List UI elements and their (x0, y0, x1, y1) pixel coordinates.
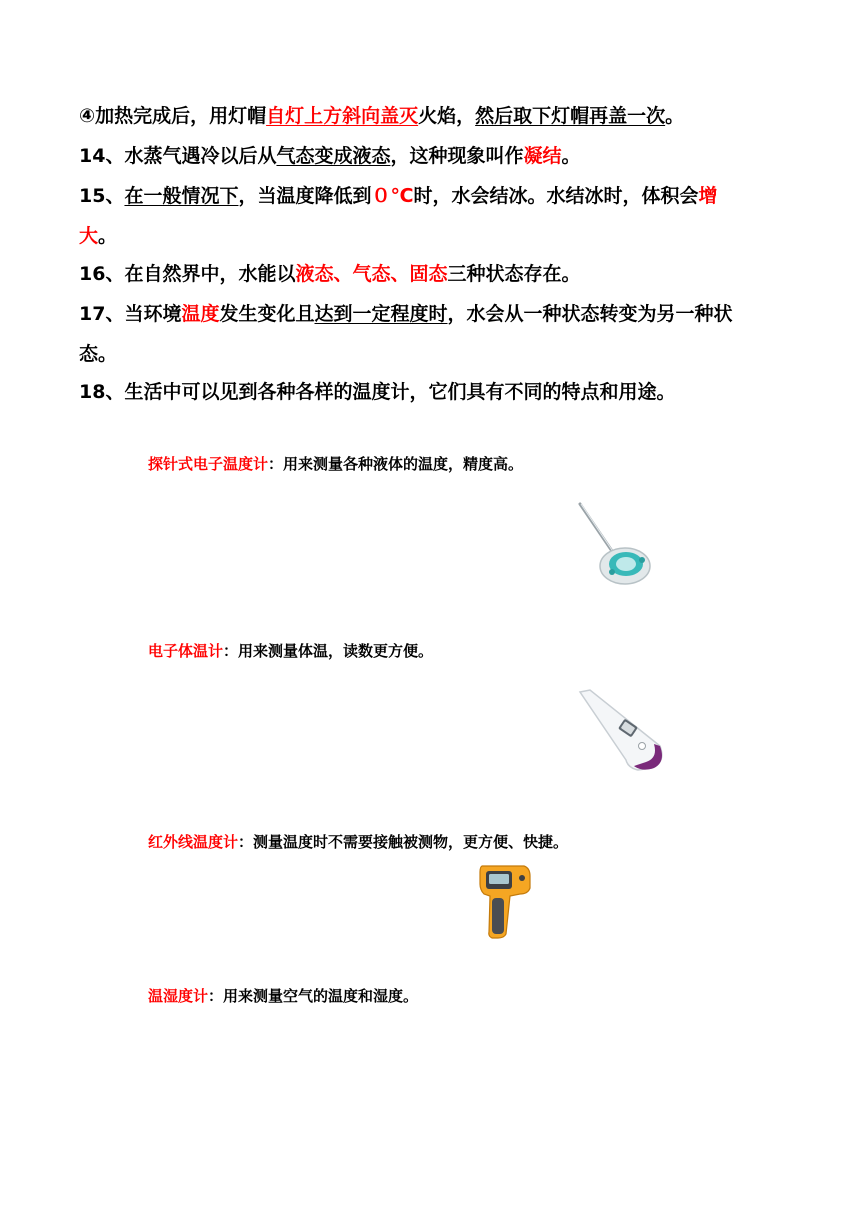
point-14-underlined: 气态变成液态 (276, 145, 391, 167)
point-15-text-c: ，当温度降低到 (238, 185, 372, 207)
point-16 (79, 259, 779, 289)
point-14-keyword: 凝结 (523, 145, 562, 167)
body-thermometer-image (572, 688, 668, 774)
thermometer-name: 红外线温度计 (148, 833, 239, 851)
point-4-underlined: 然后取下灯帽再盖一次 (475, 105, 666, 127)
point-15-text-a: 15、 (79, 185, 125, 207)
point-15-text-h: 。 (98, 225, 118, 247)
point-14 (79, 141, 779, 171)
point-17-text-f: ，水会从一种状态转变为另一种状 (447, 303, 733, 325)
point-14-text-a: 14、水蒸气遇冷以后从 (79, 145, 277, 167)
point-15-keyword-1: 增 (698, 185, 718, 207)
point-15-continued (79, 221, 779, 251)
point-16-keyword: 液态、气态、固态 (295, 263, 448, 285)
infrared-thermometer-image (476, 862, 534, 940)
thermometer-name: 探针式电子温度计 (148, 455, 269, 473)
point-4 (79, 101, 779, 131)
point-18 (79, 377, 779, 407)
thermometer-item-hygrometer (148, 984, 768, 1008)
point-15 (79, 181, 779, 211)
point-14-text-c: ，这种现象叫作 (390, 145, 524, 167)
point-4-text-e: 。 (665, 105, 685, 127)
point-14-text-e: 。 (561, 145, 581, 167)
thermometer-desc: ：测量温度时不需要接触被测物，更方便、快捷。 (238, 833, 569, 851)
point-17-continued (79, 339, 779, 369)
point-16-text-a: 16、在自然界中，水能以 (79, 263, 296, 285)
point-17-text-c: 发生变化 (219, 303, 296, 325)
thermometer-item-infrared (148, 830, 768, 854)
thermometer-name: 温湿度计 (148, 987, 209, 1005)
probe-thermometer-image (570, 498, 660, 588)
point-4-text-c: 火焰， (418, 105, 476, 127)
point-15-text-e: 时，水会结冰。水结冰时，体积会 (413, 185, 699, 207)
thermometer-desc: ：用来测量空气的温度和湿度。 (208, 987, 419, 1005)
thermometer-desc: ：用来测量各种液体的温度，精度高。 (268, 455, 524, 473)
point-17-text-a: 17、当环境 (79, 303, 182, 325)
point-17-keyword: 温度 (181, 303, 220, 325)
thermometer-item-body (148, 639, 768, 663)
point-16-text-c: 三种状态存在。 (447, 263, 581, 285)
thermometer-item-probe (148, 452, 768, 476)
point-4-text-a: ④加热完成后，用灯帽 (79, 105, 267, 127)
point-17-text-g: 态。 (79, 343, 118, 365)
point-17-text-d: 且 (295, 303, 315, 325)
thermometer-name: 电子体温计 (148, 642, 224, 660)
point-15-keyword-2: 大 (79, 225, 99, 247)
thermometer-desc: ：用来测量体温，读数更方便。 (223, 642, 434, 660)
point-15-underlined: 在一般情况下 (124, 185, 239, 207)
point-17 (79, 299, 779, 329)
point-4-keyword: 自灯上方斜向盖灭 (266, 105, 419, 127)
point-17-underlined: 达到一定程度时 (314, 303, 448, 325)
point-15-temperature: ０℃ (371, 185, 414, 207)
point-18-text: 18、生活中可以见到各种各样的温度计，它们具有不同的特点和用途。 (79, 381, 676, 403)
